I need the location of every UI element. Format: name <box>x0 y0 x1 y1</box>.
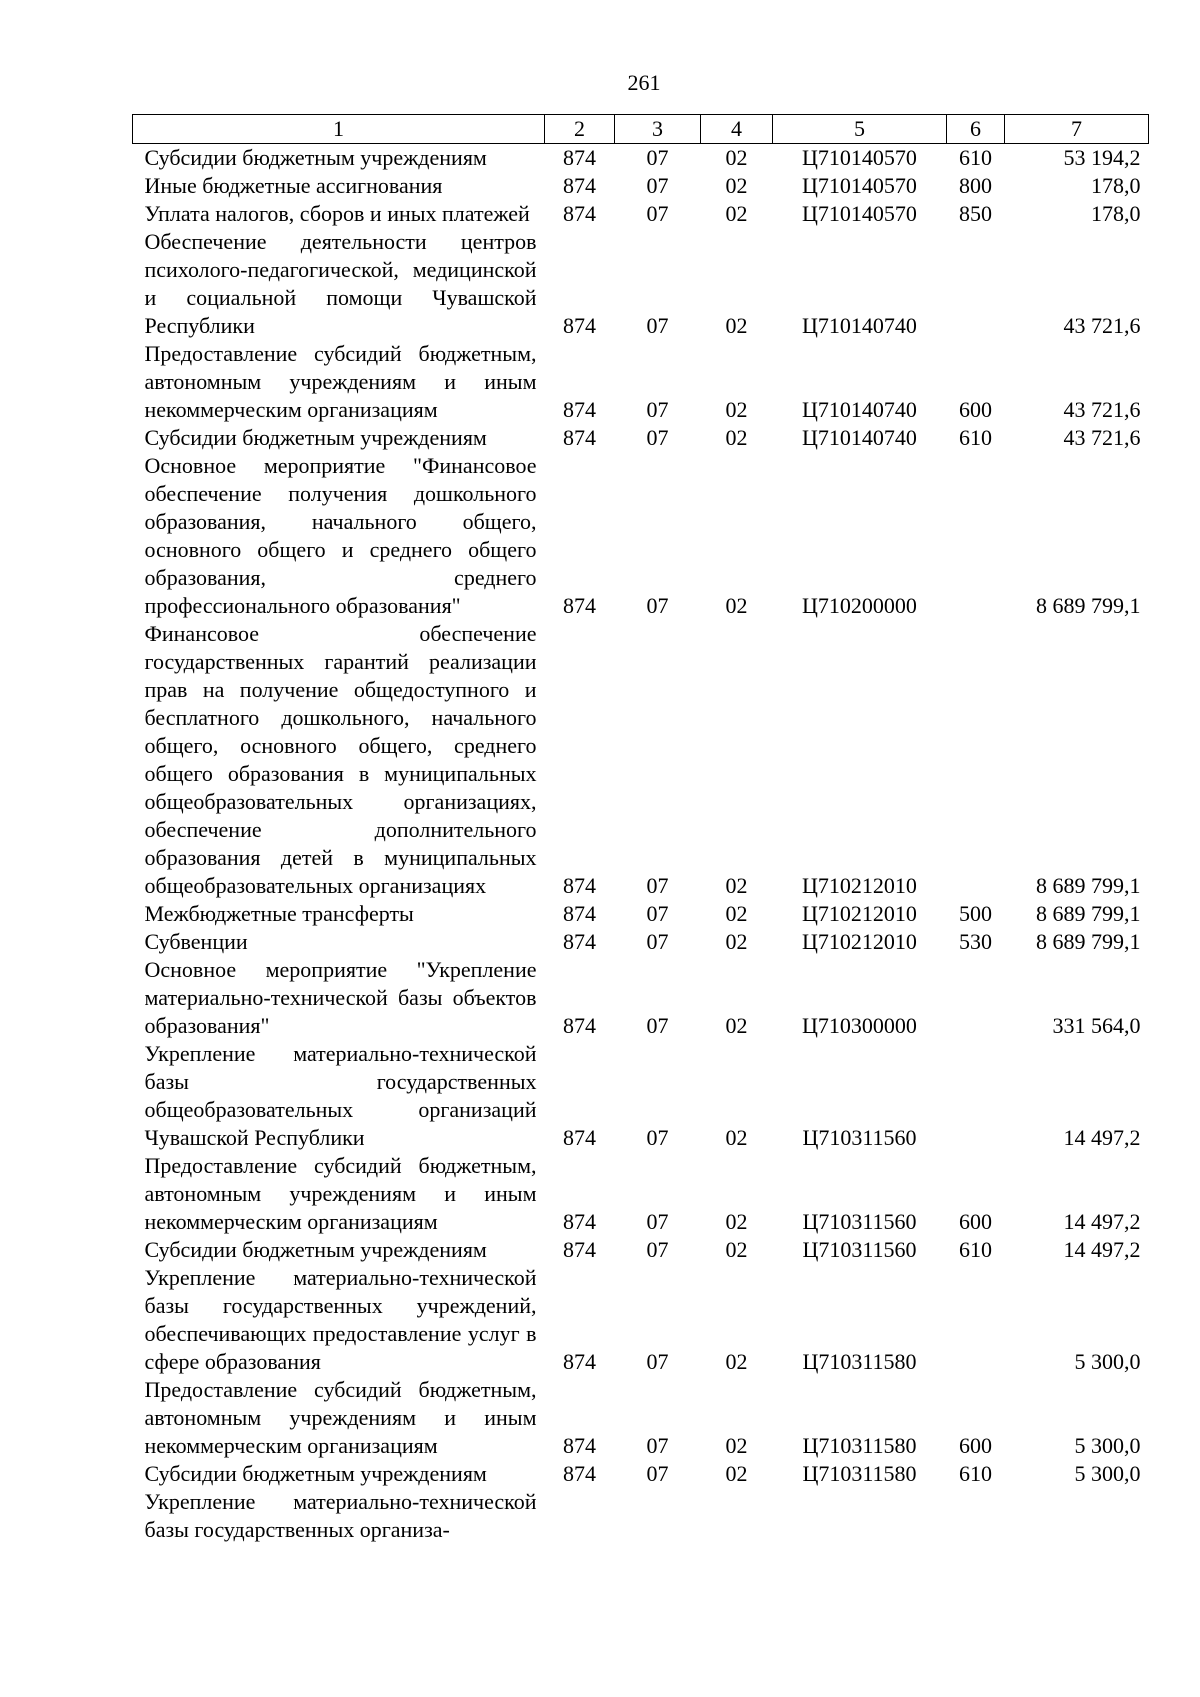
table-row <box>133 1264 1149 1376</box>
row-amount: 5 300,0 <box>1074 1461 1141 1486</box>
row-target-article: Ц710200000 <box>802 593 917 618</box>
row-ved-code: 874 <box>563 145 596 170</box>
header-col-1: 1 <box>133 115 545 144</box>
row-amount: 178,0 <box>1091 201 1141 226</box>
row-expense-type: 600 <box>959 1433 992 1458</box>
row-ved-code: 874 <box>563 901 596 926</box>
row-section-code: 07 <box>646 397 669 422</box>
row-subsection-code: 02 <box>725 901 748 926</box>
row-amount: 43 721,6 <box>1063 425 1141 450</box>
row-target-article: Ц710140740 <box>802 425 917 450</box>
row-name: Межбюджетные трансферты <box>144 901 414 926</box>
row-amount: 8 689 799,1 <box>1036 873 1141 898</box>
row-amount: 5 300,0 <box>1074 1349 1141 1374</box>
row-target-article: Ц710212010 <box>802 901 917 926</box>
header-col-3: 3 <box>615 115 701 144</box>
row-target-article: Ц710300000 <box>802 1013 917 1038</box>
table-row <box>133 200 1149 228</box>
row-subsection-code: 02 <box>725 873 748 898</box>
row-expense-type <box>947 620 1005 900</box>
row-subsection-code: 02 <box>725 313 748 338</box>
row-subsection-code: 02 <box>725 201 748 226</box>
row-expense-type <box>947 1040 1005 1152</box>
row-subsection-code: 02 <box>725 1013 748 1038</box>
row-amount: 8 689 799,1 <box>1036 593 1141 618</box>
row-subsection-code: 02 <box>725 425 748 450</box>
row-ved-code: 874 <box>563 1433 596 1458</box>
row-amount: 331 564,0 <box>1052 1013 1141 1038</box>
row-section-code: 07 <box>646 1125 669 1150</box>
row-amount: 14 497,2 <box>1063 1209 1141 1234</box>
row-ved-code: 874 <box>563 873 596 898</box>
row-amount: 14 497,2 <box>1063 1125 1141 1150</box>
row-name: Субсидии бюджетным учреждениям <box>144 145 487 170</box>
table-row <box>133 1488 1149 1544</box>
header-col-7: 7 <box>1005 115 1149 144</box>
row-target-article: Ц710311560 <box>802 1209 917 1234</box>
row-subsection-code: 02 <box>725 593 748 618</box>
row-ved-code: 874 <box>563 1237 596 1262</box>
row-expense-type: 530 <box>959 929 992 954</box>
row-expense-type: 500 <box>959 901 992 926</box>
row-section-code: 07 <box>646 1013 669 1038</box>
row-target-article: Ц710311560 <box>802 1125 917 1150</box>
row-subsection-code: 02 <box>725 1125 748 1150</box>
row-section-code: 07 <box>646 201 669 226</box>
table-row <box>133 228 1149 340</box>
row-target-article: Ц710311580 <box>802 1433 917 1458</box>
row-target-article <box>773 1488 947 1544</box>
row-section-code: 07 <box>646 1237 669 1262</box>
row-name: Финансовое обеспечение государственных гарантий реализации прав на получение общедоступного и бесплатного дошкольного, начального общего, основного общего, среднего общего образования в муниципальных общеобразовательных организациях, обеспечение дополнительного образования детей в муниципальных общеобразовательных организациях <box>144 621 537 898</box>
row-name: Основное мероприятие "Укрепление материально-технической базы объектов образования" <box>144 957 537 1038</box>
row-section-code: 07 <box>646 1209 669 1234</box>
row-ved-code: 874 <box>563 201 596 226</box>
row-section-code: 07 <box>646 901 669 926</box>
row-expense-type: 600 <box>959 397 992 422</box>
row-subsection-code: 02 <box>725 1433 748 1458</box>
row-expense-type: 610 <box>959 145 992 170</box>
row-section-code: 07 <box>646 145 669 170</box>
row-ved-code <box>545 1488 615 1544</box>
header-col-5: 5 <box>773 115 947 144</box>
row-expense-type: 610 <box>959 1237 992 1262</box>
row-name: Укрепление материально-технической базы государственных общеобразовательных организаций Чувашской Республики <box>144 1041 537 1150</box>
row-amount: 178,0 <box>1091 173 1141 198</box>
table-row <box>133 956 1149 1040</box>
row-target-article: Ц710311580 <box>802 1461 917 1486</box>
row-ved-code: 874 <box>563 1013 596 1038</box>
table-row <box>133 1152 1149 1236</box>
page-number: 261 <box>627 70 661 95</box>
row-subsection-code: 02 <box>725 1209 748 1234</box>
row-expense-type <box>947 452 1005 620</box>
row-expense-type: 600 <box>959 1209 992 1234</box>
table-row <box>133 340 1149 424</box>
row-amount <box>1005 1488 1149 1544</box>
row-name: Предоставление субсидий бюджетным, автономным учреждениям и иным некоммерческим организациям <box>144 1153 537 1234</box>
row-target-article: Ц710140570 <box>802 201 917 226</box>
row-subsection-code: 02 <box>725 397 748 422</box>
row-amount: 5 300,0 <box>1074 1433 1141 1458</box>
row-expense-type: 610 <box>959 1461 992 1486</box>
row-name: Предоставление субсидий бюджетным, автономным учреждениям и иным некоммерческим организациям <box>144 1377 537 1458</box>
row-amount: 43 721,6 <box>1063 397 1141 422</box>
row-section-code: 07 <box>646 593 669 618</box>
row-section-code: 07 <box>646 173 669 198</box>
row-name: Предоставление субсидий бюджетным, автономным учреждениям и иным некоммерческим организациям <box>144 341 537 422</box>
row-target-article: Ц710212010 <box>802 873 917 898</box>
row-expense-type <box>947 1488 1005 1544</box>
row-expense-type: 610 <box>959 425 992 450</box>
row-ved-code: 874 <box>563 397 596 422</box>
row-section-code: 07 <box>646 929 669 954</box>
budget-table <box>132 114 1149 1544</box>
table-row <box>133 1460 1149 1488</box>
row-ved-code: 874 <box>563 1349 596 1374</box>
table-row <box>133 900 1149 928</box>
row-amount: 8 689 799,1 <box>1036 929 1141 954</box>
row-target-article: Ц710140570 <box>802 173 917 198</box>
row-expense-type <box>947 956 1005 1040</box>
table-row <box>133 172 1149 200</box>
table-row <box>133 1040 1149 1152</box>
row-amount: 14 497,2 <box>1063 1237 1141 1262</box>
row-name: Субсидии бюджетным учреждениям <box>144 425 487 450</box>
row-subsection-code: 02 <box>725 1349 748 1374</box>
header-col-2: 2 <box>545 115 615 144</box>
row-name: Субвенции <box>144 929 248 954</box>
table-row <box>133 620 1149 900</box>
row-target-article: Ц710311580 <box>802 1349 917 1374</box>
row-subsection-code <box>701 1488 773 1544</box>
row-subsection-code: 02 <box>725 1461 748 1486</box>
row-section-code: 07 <box>646 1433 669 1458</box>
row-name: Субсидии бюджетным учреждениям <box>144 1461 487 1486</box>
row-ved-code: 874 <box>563 313 596 338</box>
row-ved-code: 874 <box>563 1209 596 1234</box>
row-subsection-code: 02 <box>725 145 748 170</box>
table-row <box>133 452 1149 620</box>
row-section-code: 07 <box>646 1349 669 1374</box>
row-name: Уплата налогов, сборов и иных платежей <box>144 201 530 226</box>
row-expense-type: 800 <box>959 173 992 198</box>
row-section-code <box>615 1488 701 1544</box>
row-amount: 43 721,6 <box>1063 313 1141 338</box>
row-section-code: 07 <box>646 313 669 338</box>
row-amount: 8 689 799,1 <box>1036 901 1141 926</box>
row-name: Иные бюджетные ассигнования <box>144 173 443 198</box>
table-row <box>133 1236 1149 1264</box>
row-ved-code: 874 <box>563 929 596 954</box>
row-expense-type <box>947 228 1005 340</box>
row-section-code: 07 <box>646 873 669 898</box>
row-name: Укрепление материально-технической базы государственных учреждений, обеспечивающих предоставление услуг в сфере образования <box>144 1265 537 1374</box>
row-ved-code: 874 <box>563 1125 596 1150</box>
row-name: Обеспечение деятельности центров психолого-педагогической, медицинской и социальной помощи Чувашской Республики <box>144 229 537 338</box>
table-row <box>133 928 1149 956</box>
row-target-article: Ц710311560 <box>802 1237 917 1262</box>
table-row <box>133 144 1149 173</box>
row-amount: 53 194,2 <box>1063 145 1141 170</box>
row-ved-code: 874 <box>563 1461 596 1486</box>
row-expense-type: 850 <box>959 201 992 226</box>
row-target-article: Ц710140740 <box>802 313 917 338</box>
row-expense-type <box>947 1264 1005 1376</box>
table-row <box>133 1376 1149 1460</box>
row-ved-code: 874 <box>563 593 596 618</box>
row-subsection-code: 02 <box>725 173 748 198</box>
table-row <box>133 424 1149 452</box>
row-target-article: Ц710140570 <box>802 145 917 170</box>
row-subsection-code: 02 <box>725 929 748 954</box>
row-ved-code: 874 <box>563 173 596 198</box>
row-subsection-code: 02 <box>725 1237 748 1262</box>
header-col-6: 6 <box>947 115 1005 144</box>
row-ved-code: 874 <box>563 425 596 450</box>
row-target-article: Ц710140740 <box>802 397 917 422</box>
header-col-4: 4 <box>701 115 773 144</box>
row-name: Укрепление материально-технической базы государственных организа- <box>144 1489 537 1542</box>
table-header-row <box>133 115 1149 144</box>
row-target-article: Ц710212010 <box>802 929 917 954</box>
table-body <box>133 144 1149 1545</box>
row-section-code: 07 <box>646 425 669 450</box>
row-section-code: 07 <box>646 1461 669 1486</box>
row-name: Субсидии бюджетным учреждениям <box>144 1237 487 1262</box>
row-name: Основное мероприятие "Финансовое обеспечение получения дошкольного образования, начального общего, основного общего и среднего общего образования, среднего профессионального образования" <box>144 453 537 618</box>
